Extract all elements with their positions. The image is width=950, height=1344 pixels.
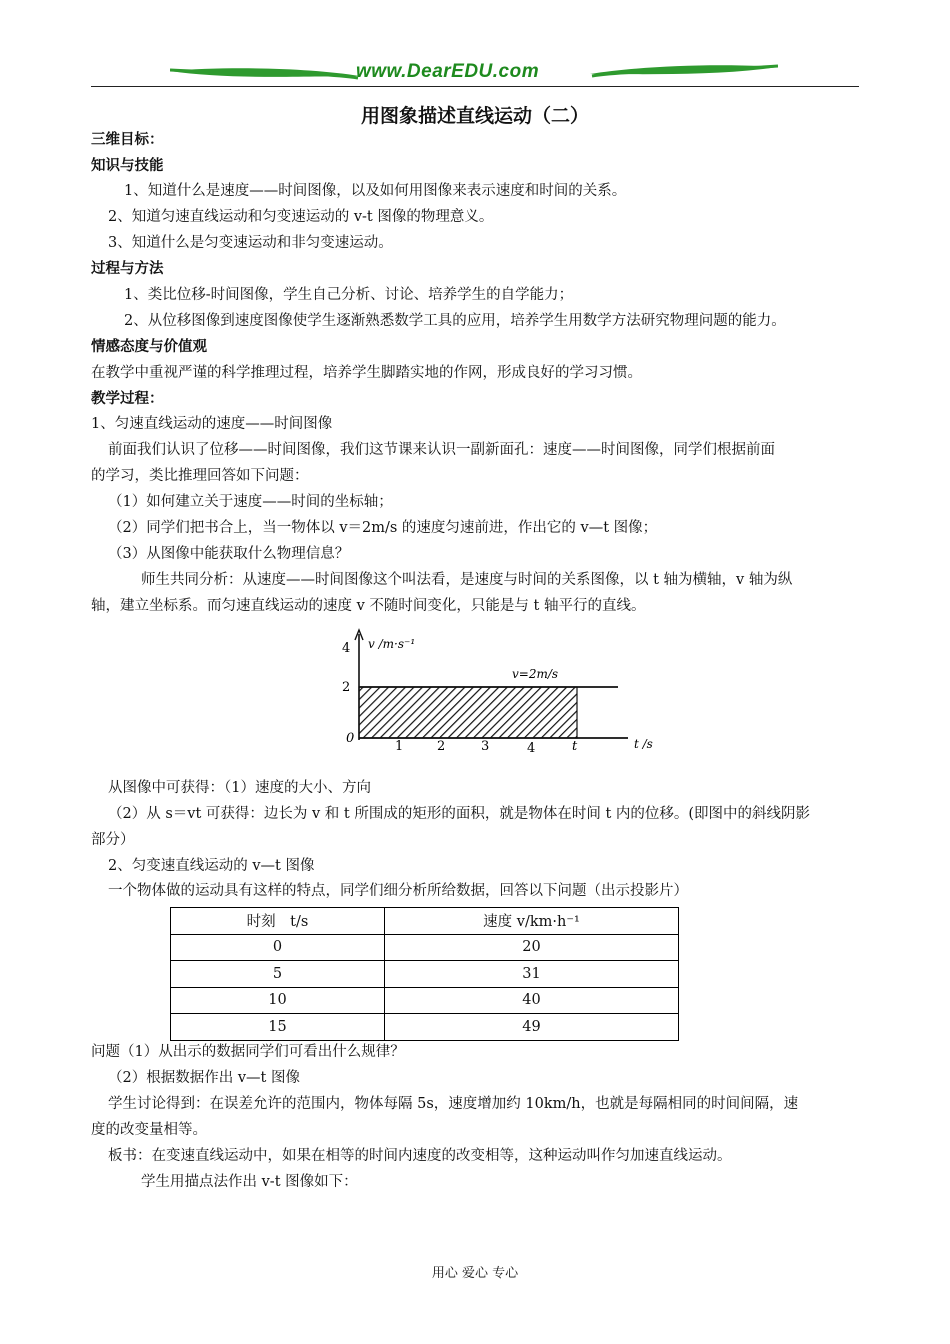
goals-heading: 三维目标：	[91, 132, 164, 148]
table-row	[171, 961, 679, 988]
table-cell: 49	[385, 1014, 679, 1041]
knowledge-heading: 知识与技能	[91, 158, 164, 174]
discussion-text: 学生讨论得到：在误差允许的范围内，物体每隔 5s，速度增加约 10km/h，也就是每隔相同的时间间隔，速	[108, 1096, 799, 1112]
obtain-2-cont: 部分）	[91, 832, 135, 848]
question-1: （1）如何建立关于速度——时间的坐标轴；	[108, 494, 393, 510]
teaching-heading: 教学过程：	[91, 391, 164, 407]
logo-text: www.DearEDU.com	[356, 61, 540, 82]
table-cell: 0	[171, 934, 385, 961]
table-header-cell: 速度 v/km·h⁻¹	[385, 908, 679, 935]
y-tick-label: 2	[342, 680, 351, 695]
question-2: （2）同学们把书合上，当一物体以 v＝2m/s 的速度匀速前进，作出它的 v—t 图像；	[108, 520, 658, 536]
part1-intro: 前面我们认识了位移——时间图像，我们这节课来认识一副新面孔：速度——时间图像，同学们根据前面	[108, 442, 775, 458]
part1-intro-cont: 的学习，类比推理回答如下问题：	[91, 468, 309, 484]
emotion-text: 在教学中重视严谨的科学推理过程，培养学生脚踏实地的作网，形成良好的学习习惯。	[91, 365, 642, 381]
x-axis-label: t /s	[634, 737, 653, 751]
part1-title: 1、匀速直线运动的速度——时间图像	[91, 416, 333, 432]
y-tick-label: 4	[342, 641, 351, 656]
table-row	[171, 987, 679, 1014]
process-heading: 过程与方法	[91, 261, 164, 277]
header-rule	[91, 86, 859, 87]
part2-intro: 一个物体做的运动具有这样的特点，同学们细分析所给数据，回答以下问题（出示投影片）	[108, 883, 688, 899]
question-3: （3）从图像中能获取什么物理信息？	[108, 546, 350, 562]
table-cell: 5	[171, 961, 385, 988]
knowledge-item: 3、知道什么是匀变速运动和非匀变速运动。	[108, 235, 393, 251]
after-question-1: 问题（1）从出示的数据同学们可看出什么规律？	[91, 1044, 405, 1060]
analysis-text: 师生共同分析：从速度——时间图像这个叫法看，是速度与时间的关系图像，以 t 轴为横轴，v 轴为纵	[141, 572, 793, 588]
line-label: v=2m/s	[512, 667, 559, 681]
footer-motto: 用心 爱心 专心	[431, 1266, 519, 1281]
page-title: 用图象描述直线运动（二）	[360, 105, 589, 127]
x-tick-label: 1	[395, 739, 404, 754]
obtain-2: （2）从 s＝vt 可获得：边长为 v 和 t 所围成的矩形的面积，就是物体在时间 t 内的位移。(即图中的斜线阴影	[108, 806, 811, 822]
table-header-row	[171, 908, 679, 935]
obtain-1: 从图像中可获得：（1）速度的大小、方向	[108, 780, 371, 796]
displacement-area	[359, 687, 577, 738]
x-tick-label: t	[572, 739, 578, 754]
plot-intro: 学生用描点法作出 v-t 图像如下：	[141, 1174, 358, 1190]
table-cell: 31	[385, 961, 679, 988]
x-tick-label: 2	[437, 739, 446, 754]
board-text: 板书：在变速直线运动中，如果在相等的时间内速度的改变相等，这种运动叫作匀加速直线运动。	[108, 1148, 732, 1164]
process-item: 1、类比位移-时间图像，学生自己分析、讨论、培养学生的自学能力；	[124, 287, 574, 303]
knowledge-item: 2、知道匀速直线运动和匀变速运动的 v-t 图像的物理意义。	[108, 209, 494, 225]
table-cell: 20	[385, 934, 679, 961]
vt-graph	[328, 628, 668, 754]
process-item: 2、从位移图像到速度图像使学生逐渐熟悉数学工具的应用，培养学生用数学方法研究物理问题的能力。	[124, 313, 786, 329]
emotion-heading: 情感态度与价值观	[91, 339, 207, 355]
origin-label: 0	[346, 731, 355, 746]
part2-title: 2、匀变速直线运动的 v—t 图像	[108, 858, 315, 874]
table-cell: 15	[171, 1014, 385, 1041]
x-tick-label: 4	[527, 741, 536, 754]
data-table	[170, 907, 679, 1041]
after-question-2: （2）根据数据作出 v—t 图像	[108, 1070, 300, 1086]
analysis-text-cont: 轴，建立坐标系。而匀速直线运动的速度 v 不随时间变化，只能是与 t 轴平行的直线。	[91, 598, 646, 614]
table-row	[171, 934, 679, 961]
table-row	[171, 1014, 679, 1041]
table-cell: 40	[385, 987, 679, 1014]
table-cell: 10	[171, 987, 385, 1014]
discussion-text-cont: 度的改变量相等。	[91, 1122, 207, 1138]
x-tick-label: 3	[481, 739, 490, 754]
table-header-cell: 时刻 t/s	[171, 908, 385, 935]
knowledge-item: 1、知道什么是速度——时间图像，以及如何用图像来表示速度和时间的关系。	[124, 183, 627, 199]
y-axis-label: v /m·s⁻¹	[368, 637, 416, 651]
